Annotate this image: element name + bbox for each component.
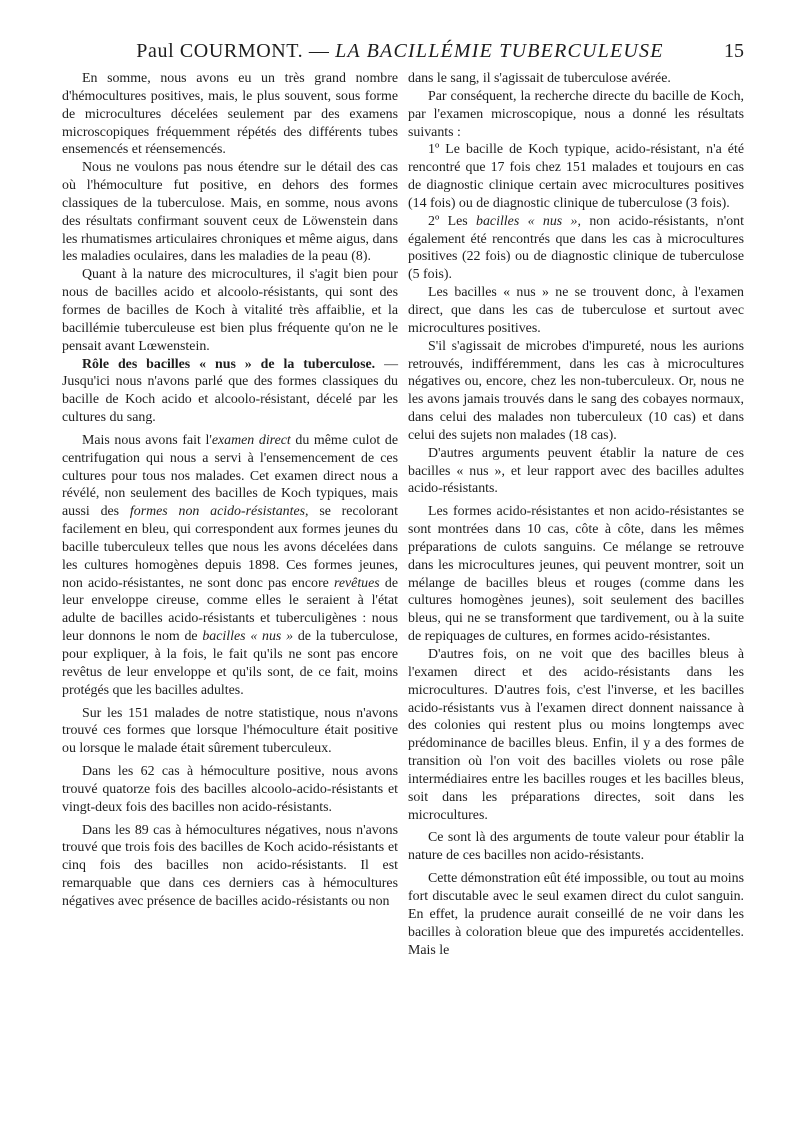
paragraph: Sur les 151 malades de notre statistique, nous n'avons trouvé ces formes que lorsque l'hémoculture était positive ou lorsque le malade était sûrement tuberculeux. [62, 705, 398, 757]
section-paragraph [62, 356, 398, 427]
text-run: , non acido-résistants, n'ont également été rencontrés que dans les cas à microcultures positives (22 fois) ou de diagnostic clinique de tuberculose (5 fois). [408, 213, 744, 283]
running-header [0, 38, 800, 68]
italic-text: examen direct [211, 432, 291, 448]
author-name: Paul COURMONT. [136, 40, 304, 62]
text-run: 2º Les [428, 213, 477, 229]
paragraph: Les bacilles « nus » ne se trouvent donc, à l'examen direct, que dans les cas de tuberculose et surtout avec microcultures positives. [408, 285, 744, 336]
text-run: de la tuberculose, pour expliquer, à la fois, le fait qu'ils ne sont pas encore revêtus de leur enveloppe et qu'ils sont, de ce fait, moins protégés que les bacilles adultes. [62, 629, 399, 698]
text-run: Mais nous avons fait l' [82, 432, 212, 448]
right-column [408, 70, 744, 959]
left-column [62, 70, 398, 911]
italic-text: formes non acido-résistantes [129, 504, 306, 520]
text-run: de leur enveloppe cireuse, comme elles le seraient à l'état adulte de bacilles acido-résistants et tuberculigènes : nous leur donnons le nom de [62, 575, 398, 645]
paragraph: 1º Le bacille de Koch typique, acido-résistant, n'a été rencontré que 17 fois chez 151 malades et toujours en cas de diagnostic clinique certain avec microcultures positives (14 fois) ou de diagnostic clinique de tuberculose (3 fois). [408, 142, 744, 211]
article-title: LA BACILLÉMIE TUBERCULEUSE [335, 40, 664, 62]
paragraph: Par conséquent, la recherche directe du bacille de Koch, par l'examen microscopique, nous a donné les résultats suivants : [408, 88, 744, 140]
paragraph: D'autres fois, on ne voit que des bacilles bleus à l'examen direct et des acido-résistants dans les microcultures. D'autres fois, c'est l'inverse, et les bacilles acido-résistants vus à l'examen direct donnent naissance à des colonies qui restent plus ou moins longtemps avec prédominance de bacilles bleus. Enfin, il y a des formes de transition où l'on voit des bacilles violets ou rose pâle intermédiaires entre les bacilles rouges et les bacilles bleus, soit dans les préparations directes, soit dans les microcultures. [408, 647, 744, 823]
paragraph: Cette démonstration eût été impossible, ou tout au moins fort discutable avec le seul examen direct du culot sanguin. En effet, la prudence aurait conseillé de ne voir dans les bacilles à coloration bleue que des impuretés accidentelles. Mais le [408, 871, 744, 958]
paragraph: Dans les 89 cas à hémocultures négatives, nous n'avons trouvé que trois fois des bacilles de Koch acido-résistants et cinq fois des bacilles non acido-résistants. Il est remarquable que dans ces derniers cas à hémocultures négatives avec présence de bacilles acido-résistants ou non [62, 822, 398, 909]
text-run: , se recolorant facilement en bleu, qui correspondent aux formes jeunes du bacille tuberculeux telles que nous les avons décelées dans les cultures homogènes depuis 1898. Ces formes jeunes, non acido-résistantes, ne sont donc pas encore [62, 504, 398, 591]
title-separator: — [308, 40, 330, 62]
page-number: 15 [724, 40, 744, 62]
paragraph-text: — Jusqu'ici nous n'avons parlé que des formes classiques du bacille de Koch acido et alcoolo-résistant, décelé par les cultures du sang. [62, 356, 398, 426]
paragraph: Quant à la nature des microcultures, il s'agit bien pour nous de bacilles acido et alcoolo-résistants, qui sont des formes de bacilles de Koch à vitalité très affaiblie, et la bacillémie tuberculeuse est bien plus fréquente qu'on ne le pensait avant Lœwenstein. [62, 267, 398, 354]
italic-text: revêtues [333, 575, 380, 591]
text-run: du même culot de centrifugation qui nous a servi à l'ensemencement de ces cultures pour tous nos malades. Cet examen direct nous a révélé, non seulement des bacilles de Koch typiques, mais aussi des [62, 432, 398, 520]
paragraph: Ce sont là des arguments de toute valeur pour établir la nature de ces bacilles non acido-résistants. [408, 830, 744, 864]
paragraph: Les formes acido-résistantes et non acido-résistantes se sont montrées dans 10 cas, côte à côte, dans les mêmes préparations de culots sanguins. Ce mélange se retrouve dans les microcultures jeunes, qui peuvent montrer, soit un mélange de bacilles bleus et rouges (comme dans les cultures homogènes jeunes), soit seulement des bacilles bleus, qui ne se transforment que tardivement, ou à la suite de repiquages de cultures, en formes acido-résistantes. [408, 504, 744, 645]
paragraph: D'autres arguments peuvent établir la nature de ces bacilles « nus », et leur rapport avec des bacilles adultes acido-résistants. [408, 445, 744, 497]
paragraph [408, 213, 744, 284]
running-title [0, 40, 800, 63]
paragraph: dans le sang, il s'agissait de tuberculose avérée. [408, 71, 671, 86]
italic-text: bacilles « nus » [476, 213, 578, 229]
italic-text: bacilles « nus » [202, 629, 294, 645]
paragraph [62, 432, 398, 700]
paragraph: Dans les 62 cas à hémoculture positive, nous avons trouvé quatorze fois des bacilles alcoolo-acido-résistants et vingt-deux fois des bacilles non acido-résistants. [62, 764, 398, 815]
paragraph: S'il s'agissait de microbes d'impureté, nous les aurions retrouvés, indifféremment, dans les cas à microcultures négatives ou, encore, chez les non-tuberculeux. Or, nous ne les avons jamais trouvés dans le sang des cobayes normaux, dans celui des malades non tuberculeux (10 cas) et dans celui des sujets non malades (18 cas). [408, 338, 744, 443]
paragraph: Nous ne voulons pas nous étendre sur le détail des cas où l'hémoculture fut positive, en dehors des formes classiques de la tuberculose. Mais, en somme, nous avons des résultats confirmant souvent ceux de Löwenstein dans les rhumatismes articulaires chroniques et même aigus, dans les maladies oculaires, dans les maladies de la peau (8). [62, 160, 398, 265]
paragraph: En somme, nous avons eu un très grand nombre d'hémocultures positives, mais, le plus souvent, sous forme de microcultures décelées seulement par des examens microscopiques fréquemment répétés des différents tubes ensemencés et réensemencés. [62, 71, 398, 158]
section-heading: Rôle des bacilles « nus » de la tuberculose. [82, 356, 376, 372]
